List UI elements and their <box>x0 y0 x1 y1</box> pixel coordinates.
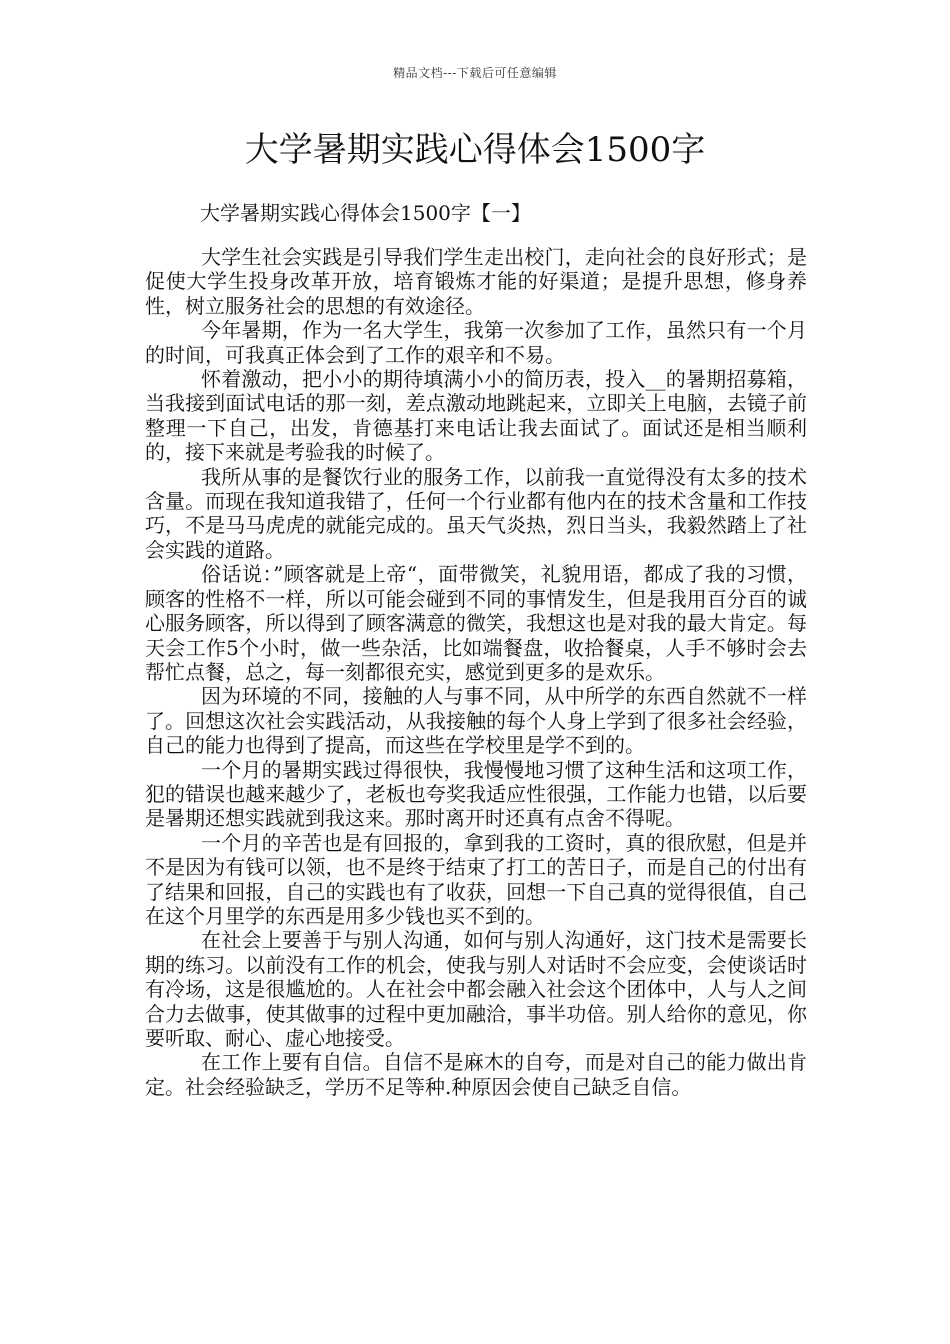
paragraph: 俗话说：”顾客就是上帝“，面带微笑，礼貌用语，都成了我的习惯，顾客的性格不一样，所以可能会碰到不同的事情发生，但是我用百分百的诚心服务顾客，所以得到了顾客满意的微笑，我想这也是对我的最大肯定。每天会工作5个小时，做一些杂活，比如端餐盘，收拾餐桌，人手不够时会去帮忙点餐，总之，每一刻都很充实，感觉到更多的是欢乐。 <box>145 562 807 684</box>
paragraph: 在社会上要善于与别人沟通，如何与别人沟通好，这门技术是需要长期的练习。以前没有工作的机会，使我与别人对话时不会应变，会使谈话时有冷场，这是很尴尬的。人在社会中都会融入社会这个团体中，人与人之间合力去做事，使其做事的过程中更加融洽，事半功倍。别人给你的意见，你要听取、耐心、虚心地接受。 <box>145 928 807 1050</box>
paragraph: 一个月的辛苦也是有回报的，拿到我的工资时，真的很欣慰，但是并不是因为有钱可以领，也不是终于结束了打工的苦日子，而是自己的付出有了结果和回报，自己的实践也有了收获，回想一下自己真的觉得很值，自己在这个月里学的东西是用多少钱也买不到的。 <box>145 830 807 928</box>
paragraph: 我所从事的是餐饮行业的服务工作，以前我一直觉得没有太多的技术含量。而现在我知道我错了，任何一个行业都有他内在的技术含量和工作技巧，不是马马虎虎的就能完成的。虽天气炎热，烈日当头，我毅然踏上了社会实践的道路。 <box>145 464 807 562</box>
paragraph: 在工作上要有自信。自信不是麻木的自夸，而是对自己的能力做出肯定。社会经验缺乏，学历不足等种.种原因会使自己缺乏自信。 <box>145 1050 807 1099</box>
paragraph: 怀着激动，把小小的期待填满小小的简历表，投入__的暑期招募箱，当我接到面试电话的那一刻，差点激动地跳起来，立即关上电脑，去镜子前整理一下自己，出发，肯德基打来电话让我去面试了。面试还是相当顺利的，接下来就是考验我的时候了。 <box>145 367 807 465</box>
header-note: 精品文档---下载后可任意编辑 <box>393 66 557 80</box>
paragraph: 大学生社会实践是引导我们学生走出校门，走向社会的良好形式；是促使大学生投身改革开放，培育锻炼才能的好渠道；是提升思想，修身养性，树立服务社会的思想的有效途径。 <box>145 245 807 318</box>
paragraph: 因为环境的不同，接触的人与事不同，从中所学的东西自然就不一样了。回想这次社会实践活动，从我接触的每个人身上学到了很多社会经验，自己的能力也得到了提高，而这些在学校里是学不到的。 <box>145 684 807 758</box>
page-title: 大学暑期实践心得体会1500字 <box>244 130 706 170</box>
paragraph: 一个月的暑期实践过得很快，我慢慢地习惯了这种生活和这项工作，犯的错误也越来越少了，老板也夸奖我适应性很强，工作能力也错，以后要是暑期还想实践就到我这来。那时离开时还真有点舍不得呢。 <box>145 757 807 831</box>
document-body <box>145 245 807 1099</box>
section-heading: 大学暑期实践心得体会1500字【一】 <box>200 201 531 225</box>
paragraph: 今年暑期，作为一名大学生，我第一次参加了工作，虽然只有一个月的时间，可我真正体会到了工作的艰辛和不易。 <box>145 318 807 367</box>
